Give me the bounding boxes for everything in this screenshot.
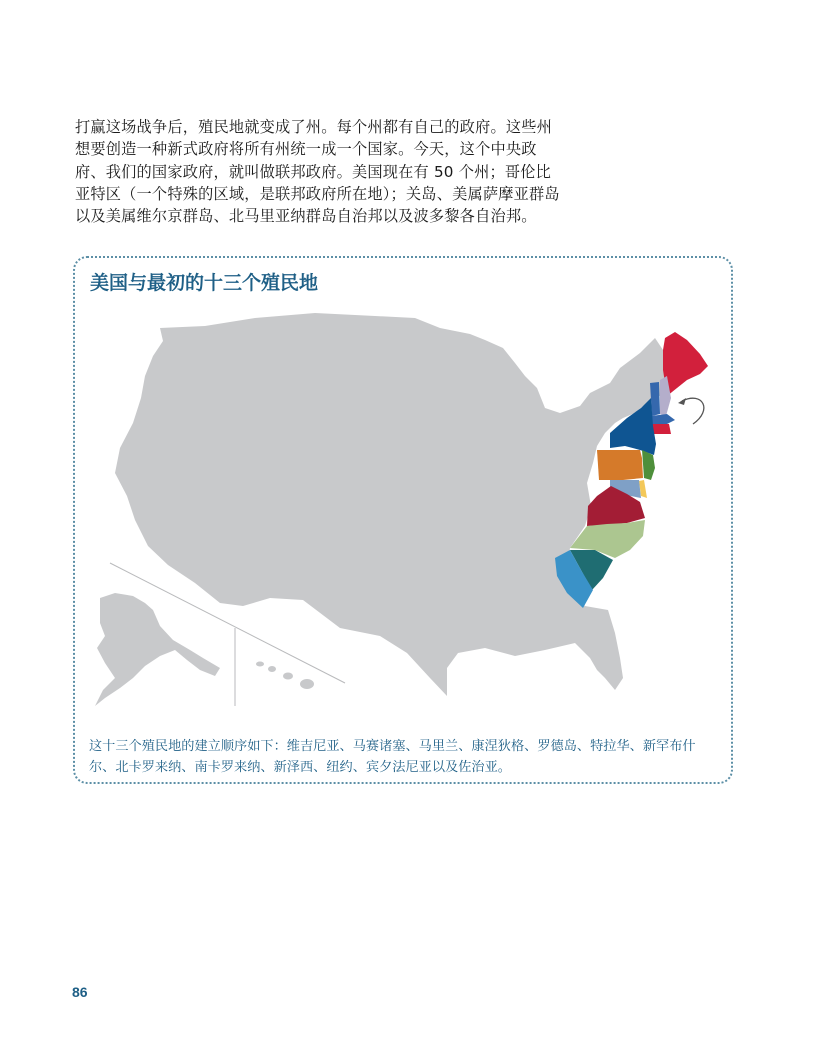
figure-caption: 这十三个殖民地的建立顺序如下：维吉尼亚、马赛诸塞、马里兰、康涅狄格、罗德岛、特拉华、新罕布什尔、北卡罗来纳、南卡罗来纳、新泽西、纽约、宾夕法尼亚以及佐治亚。 <box>89 739 696 775</box>
nh-indicator-arrow <box>682 398 704 424</box>
us-colonies-map <box>75 258 731 782</box>
figure-title: 美国与最初的十三个殖民地 <box>90 272 319 294</box>
hawaii-island-4 <box>300 679 314 689</box>
maine-region <box>663 332 708 396</box>
page-number: 86 <box>72 984 88 1000</box>
connecticut-rhode-island <box>652 424 671 434</box>
hawaii-island-1 <box>256 662 264 667</box>
body-paragraph: 打赢这场战争后，殖民地就变成了州。每个州都有自己的政府。这些州想要创造一种新式政府将所有州统一成一个国家。今天，这个中央政府、我们的国家政府，就叫做联邦政府。美国现在有 50 个州；哥伦比亚特区（一个特殊的区域，是联邦政府所在地）；关岛、美属萨摩亚群岛以及美属维尔京群岛、北马里亚纳群岛自治邦以及波多黎各自治邦。 <box>75 118 560 226</box>
contiguous-us-landmass <box>115 313 673 696</box>
hawaii-island-3 <box>283 673 293 680</box>
massachusetts <box>651 414 675 424</box>
map-figure <box>73 256 733 784</box>
pennsylvania <box>597 450 643 480</box>
nh-indicator-arrowhead <box>678 398 686 405</box>
hawaii-island-2 <box>268 666 276 672</box>
